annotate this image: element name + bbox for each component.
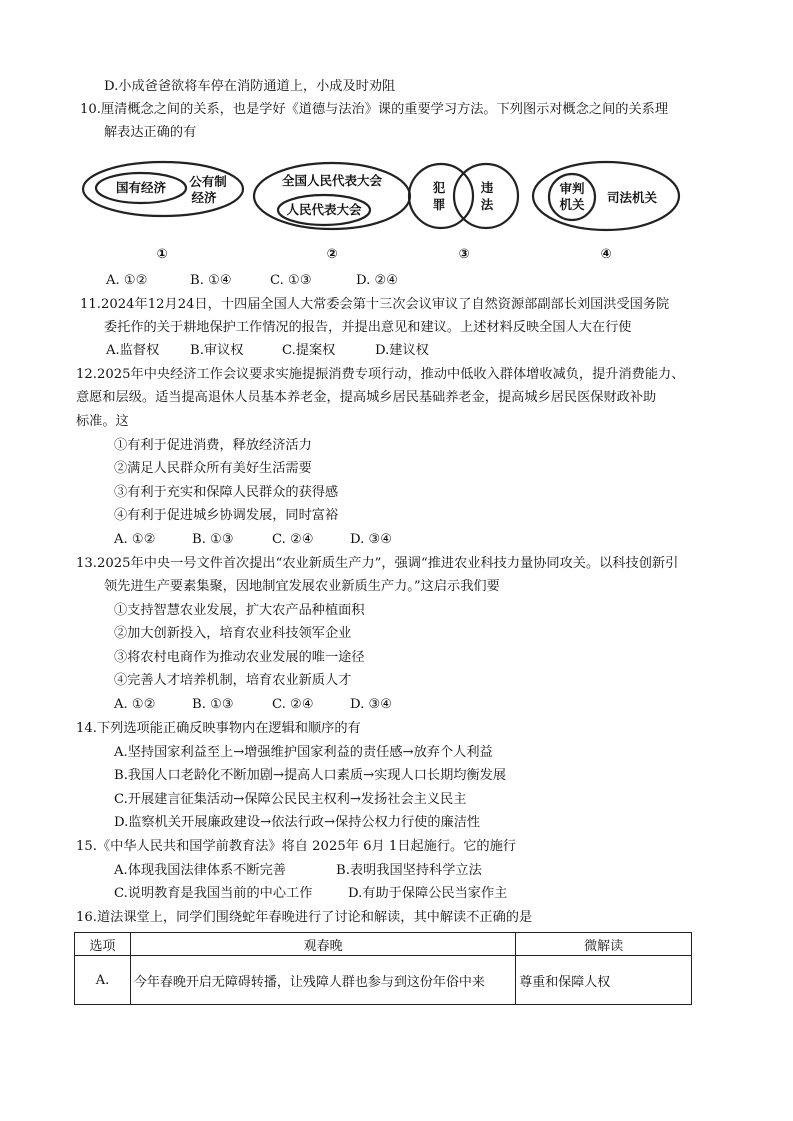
- q16-header-reading: 微解读: [516, 933, 692, 956]
- d3-left-text-1: 犯: [432, 180, 446, 195]
- q13-option-c[interactable]: C. ②④: [272, 697, 314, 712]
- q16-row-a-option: A.: [75, 956, 131, 1005]
- q10-stem-line1: 10.厘清概念之间的关系，也是学好《道德与法治》课的重要学习方法。下列图示对概念之间的关系理: [80, 102, 669, 117]
- d1-outer-text-2: 经济: [191, 190, 217, 205]
- q10-option-a[interactable]: A. ①②: [106, 273, 148, 288]
- q15-option-c[interactable]: C.说明教育是我国当前的中心工作: [114, 886, 313, 901]
- d4-inner-text-2: 机关: [559, 197, 585, 212]
- q15-stem: 15.《中华人民共和国学前教育法》将自 2025年 6月 1日起施行。它的施行: [76, 839, 516, 854]
- diagram-2: [254, 163, 410, 262]
- q11-option-a[interactable]: A.监督权: [106, 343, 160, 358]
- q13-stem-line1: 13.2025年中央一号文件首次提出“农业新质生产力”，强调“推进农业科技力量协同攻关。以科技创新引: [76, 556, 679, 571]
- q12-item-4: ④有利于促进城乡协调发展，同时富裕: [114, 508, 339, 523]
- q11-option-c[interactable]: C.提案权: [282, 343, 336, 358]
- q11-option-d[interactable]: D.建议权: [375, 343, 429, 358]
- d4-outer-text: 司法机关: [606, 190, 658, 205]
- q14-option-b[interactable]: B.我国人口老龄化不断加剧→提高人口素质→实现人口长期均衡发展: [114, 768, 507, 783]
- d1-number: ①: [156, 247, 168, 262]
- q12-option-d[interactable]: D. ③④: [350, 532, 393, 547]
- q12-item-2: ②满足人民群众所有美好生活需要: [114, 461, 312, 476]
- d4-inner-text-1: 审判: [559, 181, 585, 196]
- q14-stem: 14.下列选项能正确反映事物内在逻辑和顺序的有: [76, 721, 361, 736]
- d2-outer-text: 全国人民代表大会: [281, 173, 383, 188]
- d3-left-text-2: 罪: [432, 197, 446, 212]
- q10-option-d[interactable]: D. ②④: [356, 273, 399, 288]
- d4-number: ④: [600, 247, 612, 262]
- q16-row-a-reading: 尊重和保障人权: [516, 956, 692, 1005]
- q13-stem-line2: 领先进生产要素集聚，因地制宜发展农业新质生产力。”这启示我们要: [104, 579, 500, 594]
- q12-option-b[interactable]: B. ①③: [192, 532, 234, 547]
- q14-option-c[interactable]: C.开展建言征集活动→保障公民民主权利→发扬社会主义民主: [114, 792, 467, 807]
- q16-header-watch: 观春晚: [130, 933, 515, 956]
- q13-item-3: ③将农村电商作为推动农业发展的唯一途径: [114, 650, 365, 665]
- d2-number: ②: [326, 247, 338, 262]
- q14-option-a[interactable]: A.坚持国家利益至上→增强维护国家利益的责任感→放弃个人利益: [114, 745, 493, 760]
- q11-stem-line1: 11.2024年12月24日，十四届全国人大常委会第十三次会议审议了自然资源部副部长刘国洪受国务院: [80, 297, 670, 312]
- q11-stem-line2: 委托作的关于耕地保护工作情况的报告，并提出意见和建议。上述材料反映全国人大在行使: [104, 320, 632, 335]
- diagram-1: [83, 162, 243, 262]
- q12-stem-line3: 标准。这: [76, 414, 129, 429]
- d2-inner-text: 人民代表大会: [286, 202, 362, 217]
- q13-item-1: ①支持智慧农业发展，扩大农产品种植面积: [114, 603, 365, 618]
- d3-right-text-1: 违: [480, 180, 494, 195]
- q10-diagrams: [78, 158, 698, 268]
- q16-row-a-watch: 今年春晚开启无障碍转播，让残障人群也参与到这份年俗中来: [130, 956, 515, 1005]
- q9-option-d: D.小成爸爸欲将车停在消防通道上，小成及时劝阻: [104, 79, 396, 94]
- q12-item-3: ③有利于充实和保障人民群众的获得感: [114, 485, 339, 500]
- q16-table-header: [75, 933, 692, 956]
- diagram-4: [533, 162, 679, 262]
- q13-option-d[interactable]: D. ③④: [350, 697, 393, 712]
- q10-stem-line2: 解表达正确的有: [104, 125, 197, 140]
- q10-option-c[interactable]: C. ①③: [270, 273, 312, 288]
- q10-option-b[interactable]: B. ①④: [190, 273, 232, 288]
- q15-option-a[interactable]: A.体现我国法律体系不断完善: [114, 863, 286, 878]
- d3-number: ③: [458, 247, 470, 262]
- d1-inner-text: 国有经济: [115, 180, 167, 195]
- q16-table: [74, 932, 692, 1005]
- q16-header-option: 选项: [75, 933, 131, 956]
- q12-stem-line1: 12.2025年中央经济工作会议要求实施提振消费专项行动，推动中低收入群体增收减负，提升消费能力、: [76, 367, 685, 382]
- q12-option-a[interactable]: A. ①②: [114, 532, 156, 547]
- q15-option-d[interactable]: D.有助于保障公民当家作主: [348, 886, 508, 901]
- q15-option-b[interactable]: B.表明我国坚持科学立法: [336, 863, 482, 878]
- q13-item-4: ④完善人才培养机制，培育农业新质人才: [114, 673, 352, 688]
- q11-option-b[interactable]: B.审议权: [190, 343, 244, 358]
- q13-item-2: ②加大创新投入，培育农业科技领军企业: [114, 626, 352, 641]
- q16-stem: 16.道法课堂上，同学们围绕蛇年春晚进行了讨论和解读，其中解读不正确的是: [76, 910, 533, 925]
- d1-outer-text-1: 公有制: [189, 174, 227, 189]
- q12-item-1: ①有利于促进消费，释放经济活力: [114, 438, 312, 453]
- q14-option-d[interactable]: D.监察机关开展廉政建设→依法行政→保持公权力行使的廉洁性: [114, 815, 481, 830]
- q12-stem-line2: 意愿和层级。适当提高退休人员基本养老金，提高城乡居民基础养老金，提高城乡居民医保财政补助: [76, 390, 657, 405]
- table-row[interactable]: [75, 956, 692, 1005]
- q13-option-a[interactable]: A. ①②: [114, 697, 156, 712]
- q13-option-b[interactable]: B. ①③: [192, 697, 234, 712]
- d3-right-text-2: 法: [480, 197, 494, 212]
- diagram-3: [409, 164, 518, 262]
- q12-option-c[interactable]: C. ②④: [272, 532, 314, 547]
